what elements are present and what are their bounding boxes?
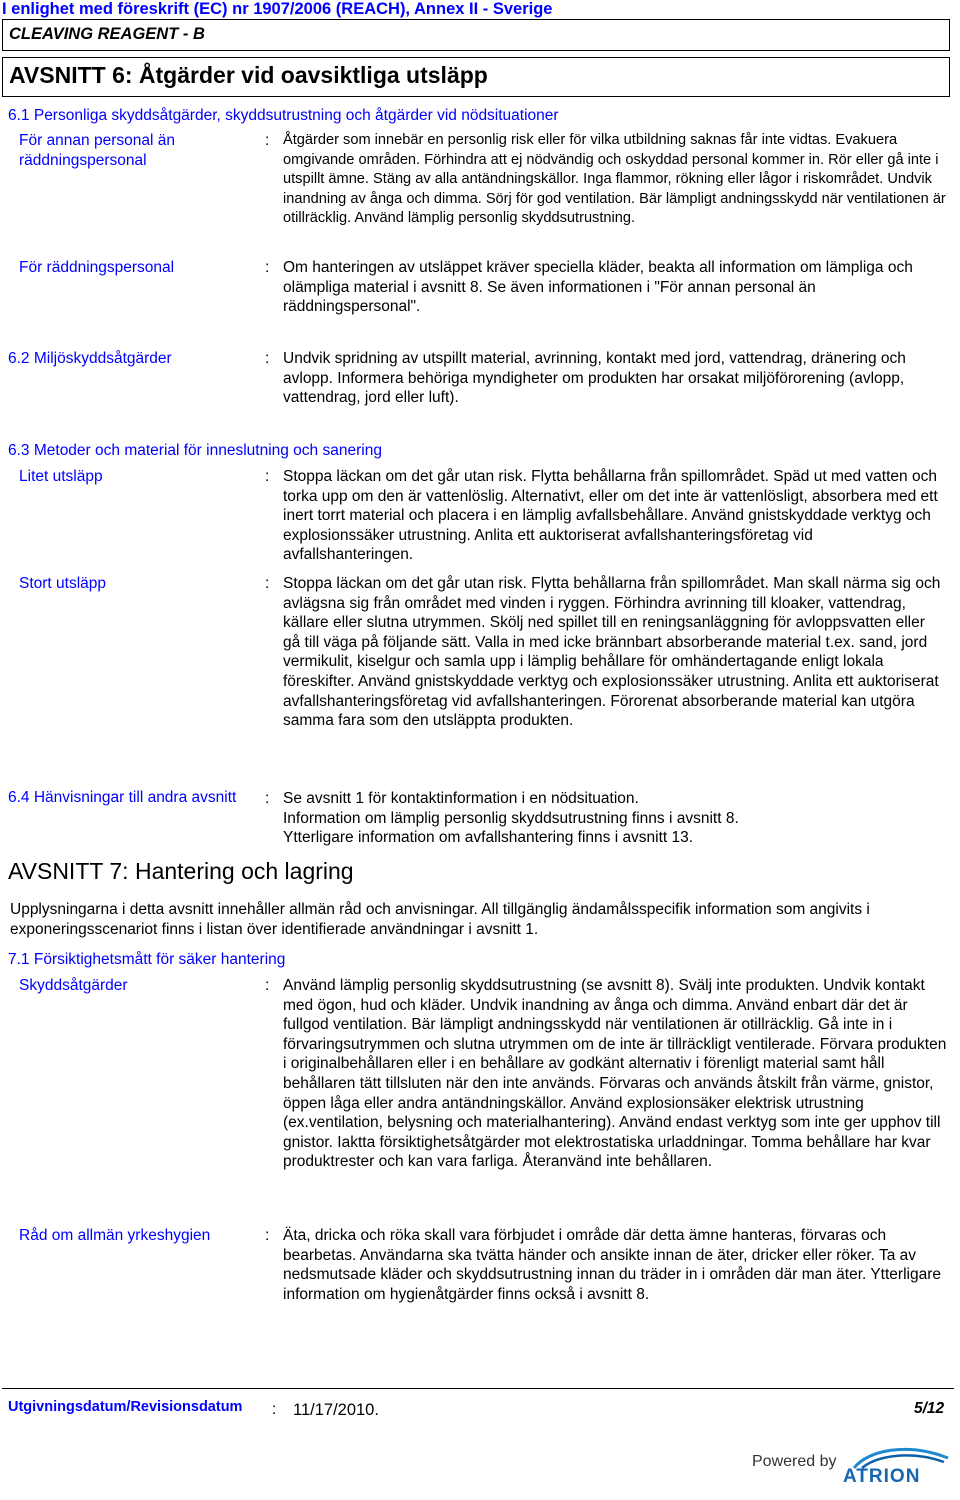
non-emergency-text: Åtgärder som innebär en personlig risk eller för vilka utbildning saknas får inte vidtas. Evakuera omgivande områden. Förhindra att ej nödvändig och oskyddad personal kommer in. Rör eller gå inte i utspillt ämne. Stäng av alla antändningskällor. Inga flammor, rökning eller lågor i riskområdet. Undvik inandning av ånga och dimma. Sörj för god ventilation. Bär lämpligt andningsskydd när ventilationen är otillräcklig. Använd lämplig personlig skyddsutrustning. (283, 132, 946, 227)
small-spill-text: Stoppa läckan om det går utan risk. Flytta behållarna från spillområdet. Späd ut med vatten och torka upp om den är vattenlöslig. Alternativt, eller om det inte är vattenlösligt, absorbera med ett inert torrt material och placera i en lämplig avfallsbehållare. Använd gnistskyddade verktyg och explosionssäker utrustning. Anlita ett auktoriserat avfallshanteringsföretag vid avfallshanteringen. (283, 468, 938, 564)
subsection-6-4-label: 6.4 Hänvisningar till andra avsnitt (8, 789, 237, 806)
hygiene-text: Äta, dricka och röka skall vara förbjudet i område där detta ämne hanteras, förvaras och bearbetas. Användarna ska tvätta händer och ansikte innan de äter, dricker eller röker. Ta av nedsmutsade kläder och skyddsutrustning innan du träder in i områden där man äter. Ytterligare information om hygienåtgärder finns också i avsnitt 8. (283, 1227, 941, 1303)
colon: : (265, 468, 270, 485)
subsection-7-1-heading: 7.1 Försiktighetsmått för säker hantering (8, 951, 286, 968)
protective-measures-label: Skyddsåtgärder (19, 977, 128, 994)
colon: : (265, 259, 270, 276)
emergency-label: För räddningspersonal (19, 259, 175, 276)
large-spill-text: Stoppa läckan om det går utan risk. Flytta behållarna från spillområdet. Man skall närma sig och avlägsna sig från området med vinden i ryggen. Förhindra avrinning till kloaker, vattendrag, källare eller slutna utrymmen. Skölj ned spillet till en reningsanläggning för avloppsvatten eller gå till väga på följande sätt. Valla in med icke brännbart absorberande material t.ex. sand, jord vermikulit, kiselgur och samla upp i lämplig behållare för omhändertagande enligt lokala föreskifter. Använd gnistskyddade verktyg och explosionssäker utrustning. Anlita ett auktoriserat avfallshanteringsföretag vid avfallshanteringen. Förorenat absorberande material kan utgöra samma fara som den utsläppta produkten. (283, 575, 941, 730)
colon: : (265, 977, 270, 994)
subsection-6-3-heading: 6.3 Metoder och material för inneslutning och sanering (8, 442, 382, 459)
non-emergency-label: För annan personal än räddningspersonal (19, 132, 175, 169)
protective-measures-text: Använd lämplig personlig skyddsutrustning (se avsnitt 8). Svälj inte produkten. Undvik kontakt med ögon, hud och kläder. Undvik inandning av ånga och dimma. Använd enbart där det är fullgod ventilation. Bär lämpligt andningsskydd när ventilationen är otillräcklig. Gå inte in i förvaringsutrymmen och slutna utrymmen om de inte är tillräckligt ventilerade. Förvara produkten i originalbehållaren eller i en behållare av godkänt alternativ i förenligt material samt håll behållaren tätt tillsluten när den inte används. Förvaras och används åtskilt från värme, gnistor, öppen låga eller andra antändningskällor. Använd explosionsäker elektrisk utrustning (ex.ventilation, belysning och materialhantering). Använd endast verktyg som inte ger upphov till gnistor. Iaktta försiktighetsåtgärder mot elektrostatiska urladdningar. Tomma behållare har kvar produktrester och kan vara farliga. Återanvänd inte behållaren. (283, 977, 947, 1171)
emergency-text: Om hanteringen av utsläppet kräver speciella kläder, beakta all information om lämpliga och olämpliga material i avsnitt 8. Se även informationen i "För annan personal än räddningspersonal". (283, 259, 913, 316)
section-7-intro: Upplysningarna i detta avsnitt innehåller allmän råd och anvisningar. All tillgänglig ändamålsspecifik information som angivits i exponeringsscenariot finns i listan över identifierade användningar i avsnitt 1. (10, 901, 870, 938)
colon: : (265, 790, 270, 807)
colon: : (265, 1227, 270, 1244)
subsection-6-1-heading: 6.1 Personliga skyddsåtgärder, skyddsutrustning och åtgärder vid nödsituationer (8, 107, 559, 124)
atrion-logo-text: ATRION (843, 1466, 921, 1487)
subsection-6-2-label: 6.2 Miljöskyddsåtgärder (8, 350, 172, 367)
regulation-title: I enlighet med föreskrift (EC) nr 1907/2006 (REACH), Annex II - Sverige (2, 0, 553, 18)
large-spill-label: Stort utsläpp (19, 575, 107, 592)
product-name-box (2, 19, 950, 51)
revision-date-label: Utgivningsdatum/Revisionsdatum (8, 1399, 243, 1415)
environmental-precautions-text: Undvik spridning av utspillt material, avrinning, kontakt med jord, vattendrag, dränering och avlopp. Informera behöriga myndigheter om produkten har orsakat miljöförorening (avlopp, vattendrag, jord eller luft). (283, 350, 906, 407)
hygiene-label: Råd om allmän yrkeshygien (19, 1227, 211, 1244)
section-7-title: AVSNITT 7: Hantering och lagring (8, 858, 354, 884)
revision-date: 11/17/2010. (293, 1401, 379, 1419)
section-6-box (2, 57, 950, 97)
colon: : (265, 132, 270, 149)
page-number: 5/12 (914, 1400, 945, 1417)
section-6-title: AVSNITT 6: Åtgärder vid oavsiktliga utsläpp (9, 62, 488, 88)
colon: : (265, 575, 270, 592)
footer-divider (2, 1388, 954, 1389)
powered-by-text: Powered by (752, 1453, 837, 1470)
colon: : (265, 350, 270, 367)
small-spill-label: Litet utsläpp (19, 468, 103, 485)
product-name: CLEAVING REAGENT - B (9, 25, 205, 43)
references-text: Se avsnitt 1 för kontaktinformation i en nödsituation. Information om lämplig personlig skyddsutrustning finns i avsnitt 8. Ytterligare information om avfallshantering finns i avsnitt 13. (283, 790, 739, 847)
colon: : (272, 1401, 277, 1418)
